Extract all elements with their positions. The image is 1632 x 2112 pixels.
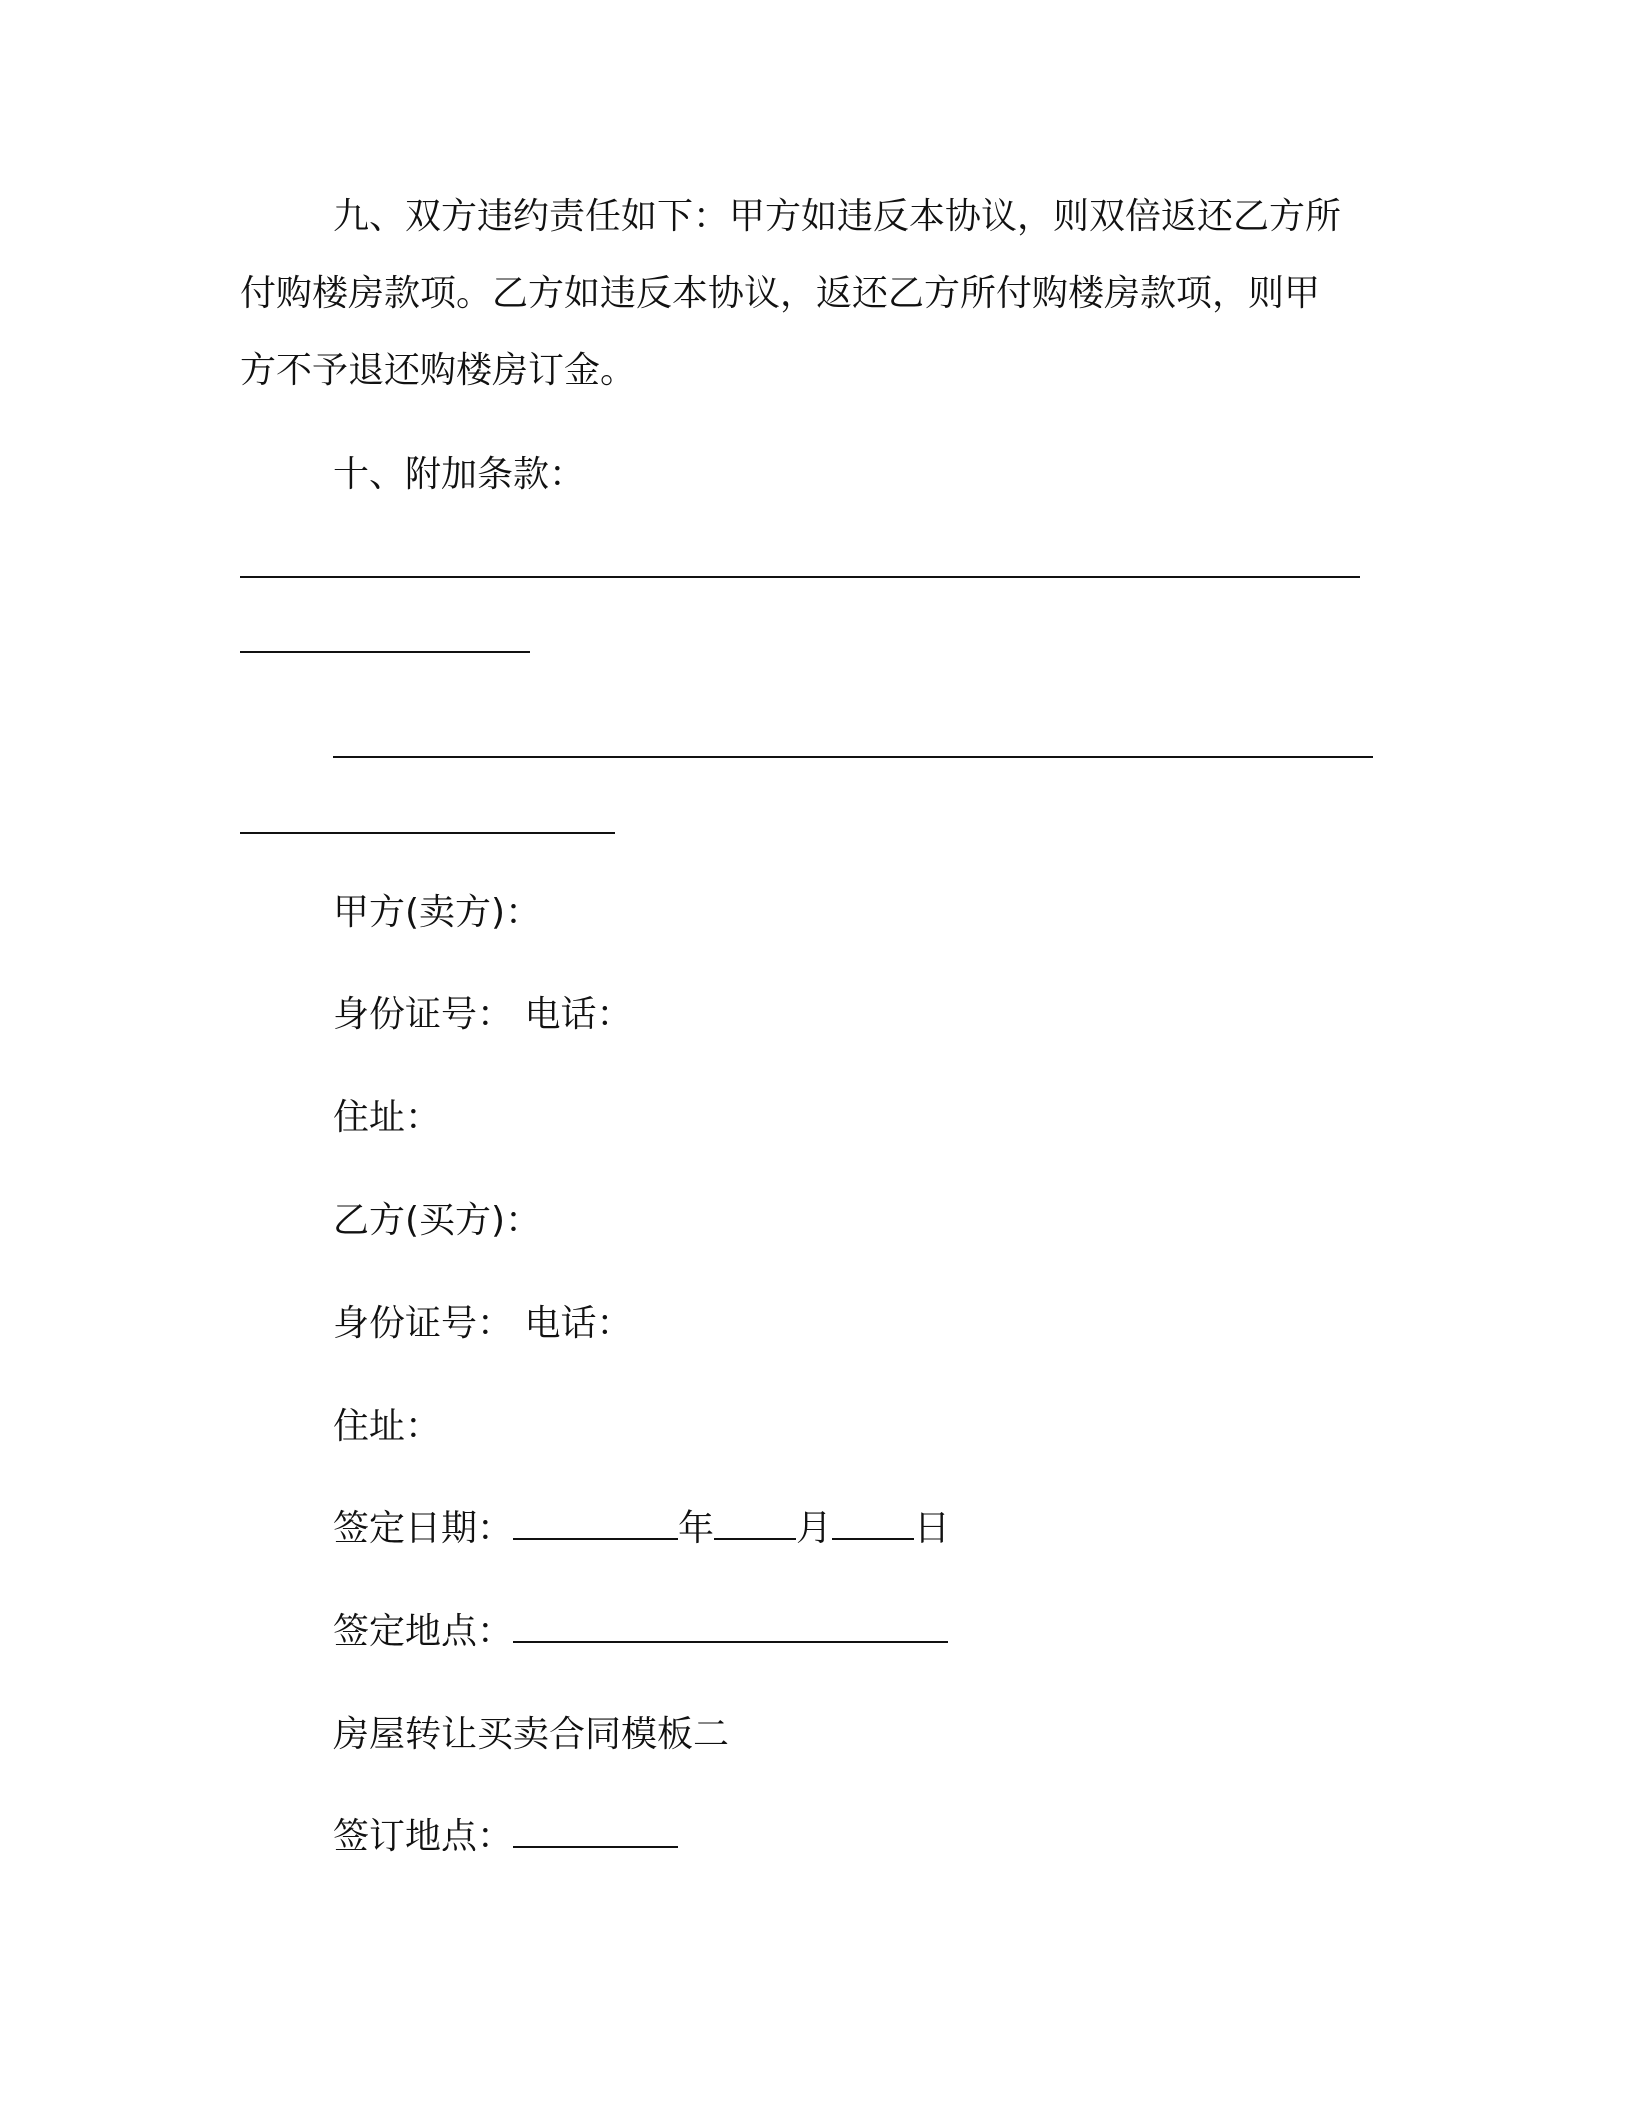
buyer-label: 乙方(买方)： (333, 1200, 542, 1241)
day-blank (832, 1508, 914, 1540)
year-text: 年 (678, 1508, 715, 1549)
additional-terms-blank-line-2 (240, 651, 530, 653)
signing-place-label: 签定地点： (333, 1611, 514, 1652)
clause9-line1: 九、双方违约责任如下：甲方如违反本协议，则双倍返还乙方所 (333, 196, 1342, 237)
seller-address: 住址： (333, 1097, 442, 1138)
template2-place-label: 签订地点： (333, 1816, 514, 1857)
template2-place-row (333, 1812, 678, 1862)
year-blank (513, 1508, 678, 1540)
additional-terms-blank-line-3 (333, 756, 1373, 758)
clause10-heading: 十、附加条款： (333, 454, 586, 495)
clause9-line3: 方不予退还购楼房订金。 (240, 350, 637, 391)
signing-date-label: 签定日期： (333, 1508, 514, 1549)
day-text: 日 (914, 1508, 951, 1549)
template2-title: 房屋转让买卖合同模板二 (333, 1714, 730, 1755)
signing-place-row (333, 1607, 948, 1657)
template2-place-blank (513, 1816, 678, 1848)
buyer-id-phone: 身份证号： 电话： (333, 1303, 633, 1344)
additional-terms-blank-line-4 (240, 832, 615, 834)
month-text: 月 (796, 1508, 833, 1549)
signing-place-blank (513, 1611, 948, 1643)
seller-id-phone: 身份证号： 电话： (333, 994, 633, 1035)
seller-label: 甲方(卖方)： (333, 892, 542, 933)
buyer-address: 住址： (333, 1406, 442, 1447)
month-blank (714, 1508, 796, 1540)
clause9-line2: 付购楼房款项。乙方如违反本协议，返还乙方所付购楼房款项，则甲 (240, 273, 1321, 314)
signing-date-row (333, 1504, 950, 1554)
additional-terms-blank-line-1 (240, 576, 1360, 578)
